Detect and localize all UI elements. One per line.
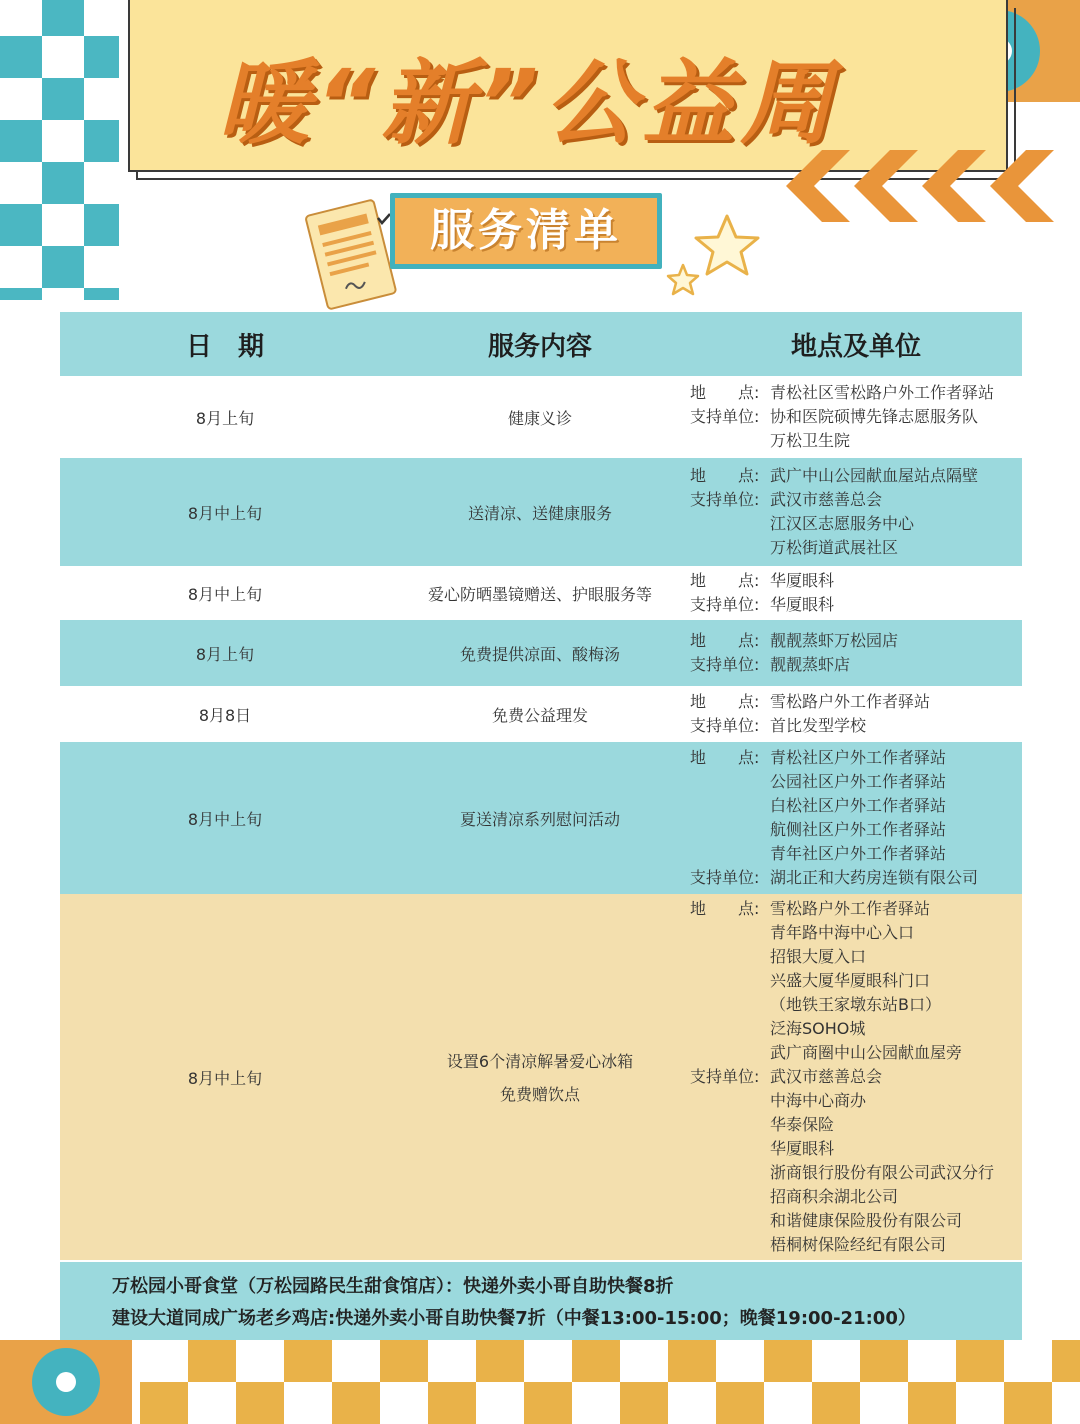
location-value: 雪松路户外工作者驿站 (770, 692, 931, 711)
location-value: 公园社区户外工作者驿站 (770, 772, 947, 791)
header-content: 服务内容 (487, 331, 592, 362)
support-label (690, 1209, 770, 1233)
support-value: 武汉市慈善总会 (770, 1067, 883, 1086)
location-value: 雪松路户外工作者驿站 (770, 899, 931, 918)
location-label (690, 993, 770, 1017)
location-cell (690, 746, 1022, 890)
support-line (690, 1065, 1022, 1089)
support-label (690, 1137, 770, 1161)
support-value: 浙商银行股份有限公司武汉分行 (770, 1163, 995, 1182)
support-label: 支持单位: (690, 595, 760, 614)
support-label (690, 1161, 770, 1185)
table-body (60, 376, 1022, 1260)
location-line (690, 770, 1022, 794)
date-cell: 8月上旬 (195, 644, 255, 664)
location-line (690, 690, 1022, 714)
location-line (690, 818, 1022, 842)
checkerboard-decoration (140, 1340, 1080, 1424)
content-text: 爱心防晒墨镜赠送、护眼服务等 (427, 584, 652, 604)
support-value: 招商积余湖北公司 (770, 1187, 899, 1206)
content-text: 健康义诊 (507, 408, 572, 428)
support-line (690, 488, 1022, 512)
table-row (60, 376, 1022, 458)
support-label (690, 429, 770, 453)
content-text: 送清凉、送健康服务 (467, 503, 612, 523)
date-cell: 8月中上旬 (187, 503, 263, 523)
location-value: 白松社区户外工作者驿站 (770, 796, 947, 815)
content-text: 夏送清凉系列慰问活动 (459, 809, 620, 829)
support-line (690, 1089, 1022, 1113)
support-line (690, 536, 1022, 560)
location-label (690, 969, 770, 993)
location-label: 地 点: (690, 692, 760, 711)
support-line (690, 1161, 1022, 1185)
support-line (690, 714, 1022, 738)
support-line (690, 1113, 1022, 1137)
location-label (690, 818, 770, 842)
location-line (690, 629, 1022, 653)
support-value: 湖北正和大药房连锁有限公司 (770, 868, 979, 887)
star-icon (692, 212, 762, 280)
support-label (690, 1233, 770, 1257)
date-cell: 8月上旬 (195, 408, 255, 428)
location-label (690, 1041, 770, 1065)
location-label (690, 794, 770, 818)
location-cell (690, 690, 1022, 738)
location-cell (690, 464, 1022, 560)
location-value: 华厦眼科 (770, 571, 835, 590)
support-value: 华厦眼科 (770, 1139, 835, 1158)
service-table (60, 312, 1022, 1260)
location-label (690, 770, 770, 794)
support-label (690, 1113, 770, 1137)
table-row (60, 742, 1022, 894)
location-value: 航侧社区户外工作者驿站 (770, 820, 947, 839)
location-line (690, 842, 1022, 866)
location-label (690, 842, 770, 866)
support-label: 支持单位: (690, 490, 760, 509)
star-icon (664, 262, 702, 298)
content-text-line2: 免费赠饮点 (499, 1085, 580, 1104)
location-value: 青年路中海中心入口 (770, 923, 915, 942)
location-label (690, 1017, 770, 1041)
support-value: 万松卫生院 (770, 431, 851, 450)
content-cell (390, 501, 690, 524)
location-line (690, 993, 1022, 1017)
location-label (690, 921, 770, 945)
support-line (690, 1185, 1022, 1209)
service-list-badge: 服务清单 (390, 193, 662, 269)
location-value: 青年社区户外工作者驿站 (770, 844, 947, 863)
support-line (690, 429, 1022, 453)
content-text: 设置6个清凉解暑爱心冰箱 (446, 1052, 634, 1071)
table-row (60, 894, 1022, 1260)
location-cell (690, 569, 1022, 617)
location-value: 泛海SOHO城 (770, 1019, 866, 1038)
date-cell: 8月8日 (198, 705, 252, 725)
location-line (690, 945, 1022, 969)
support-value: 协和医院硕博先锋志愿服务队 (770, 407, 979, 426)
support-label (690, 512, 770, 536)
location-line (690, 921, 1022, 945)
support-label: 支持单位: (690, 1067, 760, 1086)
location-line (690, 569, 1022, 593)
support-value: 靓靓蒸虾店 (770, 655, 851, 674)
footer-note-2: 建设大道同成广场老乡鸡店:快递外卖小哥自助快餐7折（中餐13:00-15:00；晚餐19:00-21:00） (112, 1308, 916, 1329)
location-line (690, 1017, 1022, 1041)
date-cell: 8月中上旬 (187, 809, 263, 829)
support-label: 支持单位: (690, 407, 760, 426)
header-date: 日 期 (185, 331, 264, 362)
location-value: 青松社区雪松路户外工作者驿站 (770, 383, 995, 402)
content-cell (390, 703, 690, 726)
date-cell: 8月中上旬 (187, 584, 263, 604)
support-line (690, 405, 1022, 429)
support-value: 万松街道武展社区 (770, 538, 899, 557)
support-label: 支持单位: (690, 655, 760, 674)
location-cell (690, 897, 1022, 1257)
location-label: 地 点: (690, 748, 760, 767)
support-label (690, 1089, 770, 1113)
location-label: 地 点: (690, 899, 760, 918)
support-value: 首比发型学校 (770, 716, 867, 735)
support-line (690, 866, 1022, 890)
support-label: 支持单位: (690, 868, 760, 887)
support-value: 江汉区志愿服务中心 (770, 514, 915, 533)
location-label: 地 点: (690, 571, 760, 590)
support-line (690, 1209, 1022, 1233)
table-header (60, 312, 1022, 376)
location-line (690, 897, 1022, 921)
content-cell (390, 642, 690, 665)
footer-note-1: 万松园小哥食堂（万松园路民生甜食馆店）：快递外卖小哥自助快餐8折 (112, 1276, 674, 1297)
location-value: （地铁王家墩东站B口） (770, 995, 941, 1014)
content-cell (390, 582, 690, 605)
location-line (690, 969, 1022, 993)
page-title: 暖“新”公益周 (217, 50, 839, 157)
location-label: 地 点: (690, 383, 760, 402)
table-row (60, 458, 1022, 566)
support-label: 支持单位: (690, 716, 760, 735)
checkerboard-decoration (0, 0, 125, 300)
location-value: 武广商圈中山公园献血屋旁 (770, 1043, 963, 1062)
support-line (690, 653, 1022, 677)
chevron-icon (780, 150, 1060, 222)
content-cell (390, 807, 690, 830)
support-value: 梧桐树保险经纪有限公司 (770, 1235, 947, 1254)
support-line (690, 593, 1022, 617)
location-label: 地 点: (690, 631, 760, 650)
support-line (690, 1233, 1022, 1257)
content-cell (390, 1049, 690, 1105)
support-label (690, 536, 770, 560)
content-cell (390, 406, 690, 429)
table-row (60, 686, 1022, 742)
support-value: 和谐健康保险股份有限公司 (770, 1211, 963, 1230)
location-value: 武广中山公园献血屋站点隔壁 (770, 466, 979, 485)
support-value: 武汉市慈善总会 (770, 490, 883, 509)
support-line (690, 1137, 1022, 1161)
location-line (690, 381, 1022, 405)
location-label (690, 945, 770, 969)
location-line (690, 746, 1022, 770)
location-label: 地 点: (690, 466, 760, 485)
date-cell: 8月中上旬 (187, 1068, 263, 1088)
location-line (690, 464, 1022, 488)
support-value: 中海中心商办 (770, 1091, 867, 1110)
table-row (60, 620, 1022, 686)
support-label (690, 1185, 770, 1209)
content-text: 免费提供凉面、酸梅汤 (459, 644, 620, 664)
content-text: 免费公益理发 (491, 705, 588, 725)
location-value: 靓靓蒸虾万松园店 (770, 631, 899, 650)
support-value: 华泰保险 (770, 1115, 835, 1134)
support-value: 华厦眼科 (770, 595, 835, 614)
location-line (690, 1041, 1022, 1065)
location-value: 招银大厦入口 (770, 947, 867, 966)
location-cell (690, 381, 1022, 453)
table-row (60, 566, 1022, 620)
header-location: 地点及单位 (790, 331, 921, 362)
location-line (690, 794, 1022, 818)
location-value: 青松社区户外工作者驿站 (770, 748, 947, 767)
location-value: 兴盛大厦华厦眼科门口 (770, 971, 931, 990)
location-cell (690, 629, 1022, 677)
circle-decoration (32, 1348, 100, 1416)
support-line (690, 512, 1022, 536)
